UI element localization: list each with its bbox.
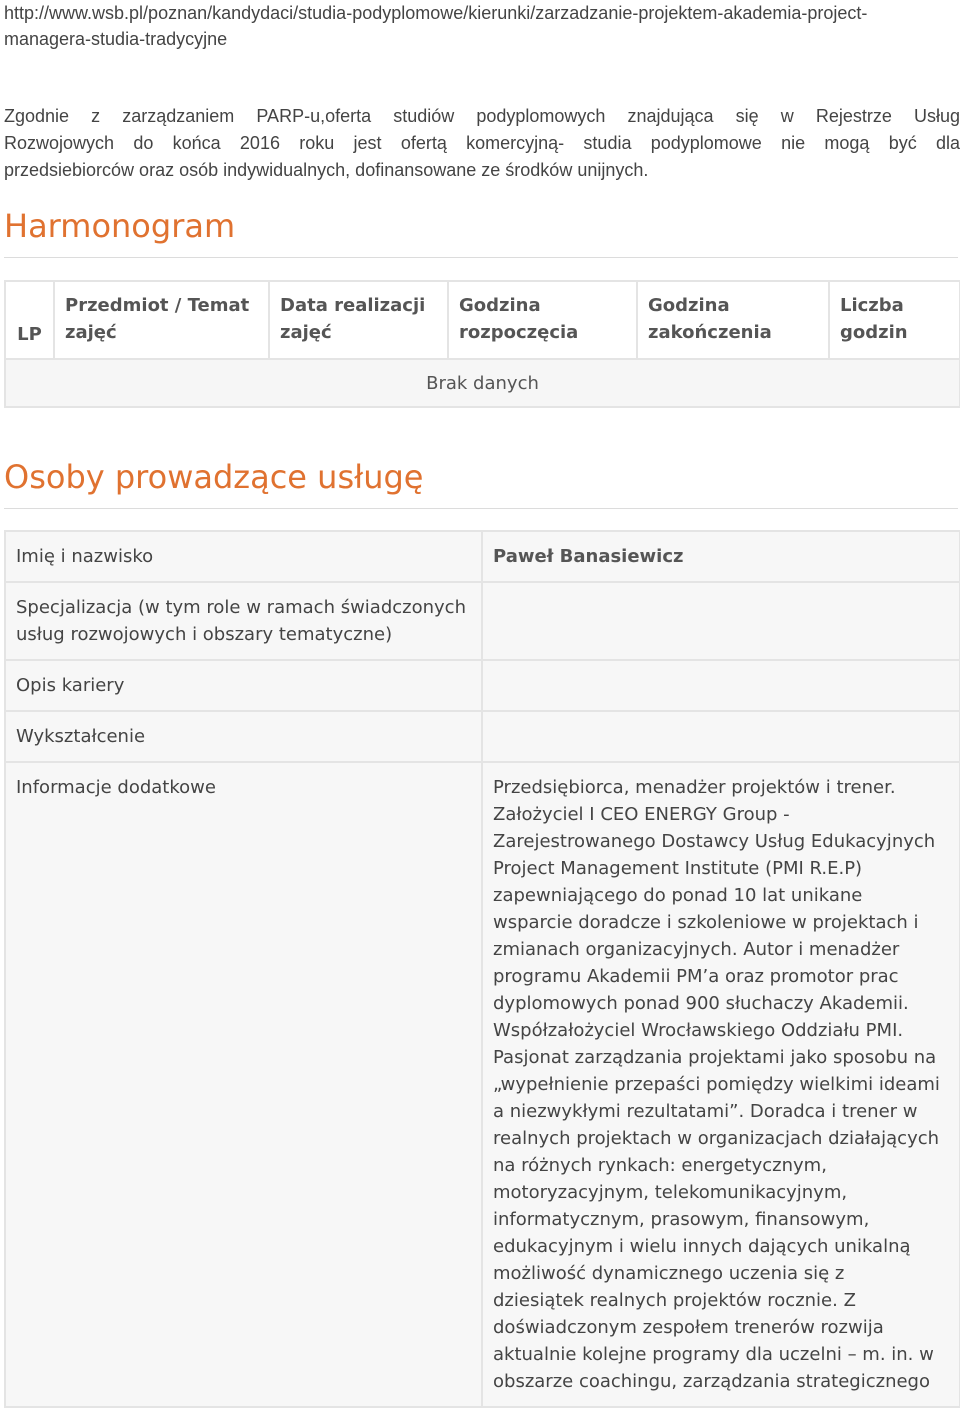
harmonogram-title: Harmonogram xyxy=(4,207,236,245)
table-row xyxy=(5,582,960,660)
table-row xyxy=(5,359,960,407)
column-header-hours: Liczba godzin xyxy=(829,281,960,359)
intro-paragraph xyxy=(4,103,960,184)
row-value xyxy=(482,582,960,660)
instructors-table xyxy=(4,530,960,1408)
row-label: Wykształcenie xyxy=(5,711,482,762)
row-label: Opis kariery xyxy=(5,660,482,711)
table-row xyxy=(5,762,960,1407)
row-label: Imię i nazwisko xyxy=(5,531,482,582)
row-value xyxy=(482,711,960,762)
osoby-title: Osoby prowadzące usługę xyxy=(4,458,424,496)
intro-line: przedsiebiorców oraz osób indywidualnych, dofinansowane ze środków unijnych. xyxy=(4,160,649,180)
row-label: Specjalizacja (w tym role w ramach świadczonych usług rozwojowych i obszary tematyczne) xyxy=(5,582,482,660)
column-header-subject: Przedmiot / Temat zajęć xyxy=(54,281,269,359)
divider xyxy=(4,508,958,509)
table-row xyxy=(5,711,960,762)
column-header-start-time: Godzina rozpoczęcia xyxy=(448,281,637,359)
additional-info-text: Przedsiębiorca, menadżer projektów i trener. Założyciel I CEO ENERGY Group - Zarejestrowanego Dostawcy Usług Edukacyjnych Project Management Institute (PMI R.E.P) zapewniającego do ponad 10 lat unikane wsparcie doradcze i szkoleniowe w projektach i zmianach organizacyjnych. Autor i menadżer programu Akademii PM’a oraz promotor prac dyplomowych ponad 900 słuchaczy Akademii. Współzałożyciel Wrocławskiego Oddziału PMI. Pasjonat zarządzania projektami jako sposobu na „wypełnienie przepaści pomiędzy wielkimi ideami a niezwykłymi rezultatami”. Doradca i trener w realnych projektach w organizacjach działających na różnych rynkach: energetycznym, motoryzacyjnym, telekomunikacyjnym, informatycznym, prasowym, finansowym, edukacyjnym i wielu innych dających unikalną możliwość dynamicznego uczenia się z dziesiątek realnych projektów rocznie. Z doświadczonym zespołem trenerów rozwija aktualnie kolejne programy dla uczelni – m. in. w obszarze coachingu, zarządzania strategicznego xyxy=(482,762,960,1407)
instructor-name: Paweł Banasiewicz xyxy=(482,531,960,582)
divider xyxy=(4,257,958,258)
empty-state-text: Brak danych xyxy=(5,359,960,407)
column-header-end-time: Godzina zakończenia xyxy=(637,281,829,359)
row-value xyxy=(482,660,960,711)
intro-line: Zgodnie z zarządzaniem PARP-u,oferta studiów podyplomowych znajdująca się w Rejestrze Usług xyxy=(4,106,960,126)
table-header-row xyxy=(5,281,960,359)
intro-line: Rozwojowych do końca 2016 roku jest ofertą komercyjną- studia podyplomowe nie mogą być dla xyxy=(4,133,960,153)
table-row xyxy=(5,660,960,711)
column-header-date: Data realizacji zajęć xyxy=(269,281,448,359)
source-url[interactable]: http://www.wsb.pl/poznan/kandydaci/studia-podyplomowe/kierunki/zarzadzanie-projektem-akademia-project-managera-studia-tradycyjne xyxy=(4,3,868,49)
column-header-lp: LP xyxy=(5,281,54,359)
harmonogram-table xyxy=(4,280,960,408)
table-row xyxy=(5,531,960,582)
row-label: Informacje dodatkowe xyxy=(5,762,482,1407)
